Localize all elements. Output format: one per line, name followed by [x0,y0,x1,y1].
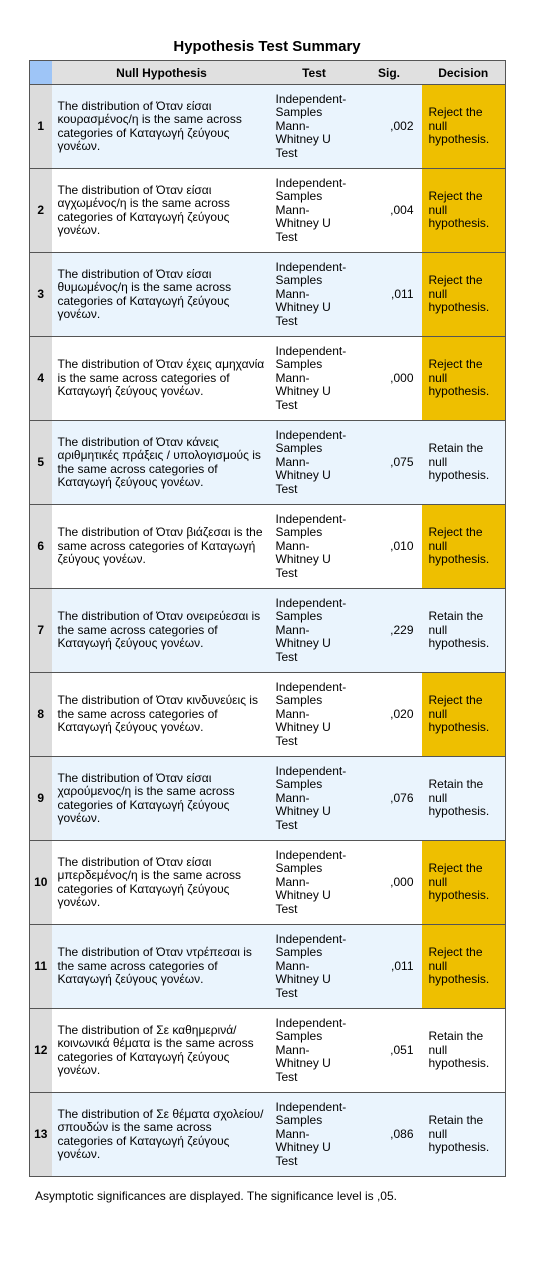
sig-cell: ,011 [357,925,422,1009]
row-index: 7 [30,589,52,673]
table-row [30,841,506,925]
table-row [30,253,506,337]
row-index: 2 [30,169,52,253]
table-row [30,505,506,589]
null-hypothesis-cell: The distribution of Σε καθημερινά/κοινωνικά θέματα is the same across categories of Καταγωγή ζεύγους γονέων. [52,1009,272,1093]
decision-cell: Retain the null hypothesis. [422,757,506,841]
decision-cell: Reject the null hypothesis. [422,253,506,337]
sig-cell: ,020 [357,673,422,757]
decision-cell: Reject the null hypothesis. [422,337,506,421]
table-row [30,1009,506,1093]
table-row [30,421,506,505]
table-body [30,85,506,1177]
row-index: 12 [30,1009,52,1093]
table-row [30,673,506,757]
row-index: 4 [30,337,52,421]
header-null-hypothesis: Null Hypothesis [52,61,272,85]
null-hypothesis-cell: The distribution of Όταν ντρέπεσαι is the same across categories of Καταγωγή ζεύγους γονέων. [52,925,272,1009]
decision-cell: Retain the null hypothesis. [422,1093,506,1177]
test-cell: Independent-Samples Mann-Whitney U Test [272,841,357,925]
row-index: 8 [30,673,52,757]
test-cell: Independent-Samples Mann-Whitney U Test [272,505,357,589]
row-index: 6 [30,505,52,589]
table-row [30,337,506,421]
hypothesis-test-summary-table [29,60,506,1177]
sig-cell: ,076 [357,757,422,841]
row-index: 5 [30,421,52,505]
row-index: 3 [30,253,52,337]
row-index: 1 [30,85,52,169]
decision-cell: Reject the null hypothesis. [422,925,506,1009]
table-row [30,1093,506,1177]
table-row [30,925,506,1009]
null-hypothesis-cell: The distribution of Όταν είσαι θυμωμένος/η is the same across categories of Καταγωγή ζεύγους γονέων. [52,253,272,337]
row-index: 9 [30,757,52,841]
null-hypothesis-cell: The distribution of Όταν είσαι αγχωμένος/η is the same across categories of Καταγωγή ζεύγους γονέων. [52,169,272,253]
sig-cell: ,075 [357,421,422,505]
null-hypothesis-cell: The distribution of Όταν κάνεις αριθμητικές πράξεις / υπολογισμούς is the same across categories of Καταγωγή ζεύγους γονέων. [52,421,272,505]
footnote: Asymptotic significances are displayed. The significance level is ,05. [35,1189,397,1203]
decision-cell: Reject the null hypothesis. [422,85,506,169]
null-hypothesis-cell: The distribution of Όταν βιάζεσαι is the same across categories of Καταγωγή ζεύγους γονέων. [52,505,272,589]
row-index: 11 [30,925,52,1009]
row-index: 10 [30,841,52,925]
test-cell: Independent-Samples Mann-Whitney U Test [272,85,357,169]
test-cell: Independent-Samples Mann-Whitney U Test [272,757,357,841]
decision-cell: Reject the null hypothesis. [422,841,506,925]
test-cell: Independent-Samples Mann-Whitney U Test [272,589,357,673]
decision-cell: Retain the null hypothesis. [422,1009,506,1093]
decision-cell: Reject the null hypothesis. [422,505,506,589]
test-cell: Independent-Samples Mann-Whitney U Test [272,421,357,505]
null-hypothesis-cell: The distribution of Όταν έχεις αμηχανία is the same across categories of Καταγωγή ζεύγους γονέων. [52,337,272,421]
table-title: Hypothesis Test Summary [173,38,361,55]
table-row [30,85,506,169]
table-row [30,169,506,253]
sig-cell: ,002 [357,85,422,169]
null-hypothesis-cell: The distribution of Όταν ονειρεύεσαι is the same across categories of Καταγωγή ζεύγους γονέων. [52,589,272,673]
test-cell: Independent-Samples Mann-Whitney U Test [272,253,357,337]
header-row [30,61,506,85]
sig-cell: ,229 [357,589,422,673]
test-cell: Independent-Samples Mann-Whitney U Test [272,1009,357,1093]
row-index: 13 [30,1093,52,1177]
sig-cell: ,051 [357,1009,422,1093]
header-test: Test [272,61,357,85]
sig-cell: ,011 [357,253,422,337]
null-hypothesis-cell: The distribution of Όταν κινδυνεύεις is the same across categories of Καταγωγή ζεύγους γονέων. [52,673,272,757]
null-hypothesis-cell: The distribution of Όταν είσαι χαρούμενος/η is the same across categories of Καταγωγή ζεύγους γονέων. [52,757,272,841]
null-hypothesis-cell: The distribution of Σε θέματα σχολείου/σπουδών is the same across categories of Καταγωγή ζεύγους γονέων. [52,1093,272,1177]
test-cell: Independent-Samples Mann-Whitney U Test [272,673,357,757]
null-hypothesis-cell: The distribution of Όταν είσαι κουρασμένος/η is the same across categories of Καταγωγή ζεύγους γονέων. [52,85,272,169]
decision-cell: Reject the null hypothesis. [422,673,506,757]
sig-cell: ,000 [357,841,422,925]
test-cell: Independent-Samples Mann-Whitney U Test [272,925,357,1009]
null-hypothesis-cell: The distribution of Όταν είσαι μπερδεμένος/η is the same across categories of Καταγωγή ζεύγους γονέων. [52,841,272,925]
sig-cell: ,000 [357,337,422,421]
decision-cell: Retain the null hypothesis. [422,589,506,673]
table-row [30,757,506,841]
sig-cell: ,004 [357,169,422,253]
header-decision: Decision [422,61,506,85]
corner-cell [30,61,52,85]
decision-cell: Retain the null hypothesis. [422,421,506,505]
decision-cell: Reject the null hypothesis. [422,169,506,253]
sig-cell: ,086 [357,1093,422,1177]
test-cell: Independent-Samples Mann-Whitney U Test [272,169,357,253]
test-cell: Independent-Samples Mann-Whitney U Test [272,337,357,421]
sig-cell: ,010 [357,505,422,589]
table-row [30,589,506,673]
test-cell: Independent-Samples Mann-Whitney U Test [272,1093,357,1177]
header-sig: Sig. [357,61,422,85]
